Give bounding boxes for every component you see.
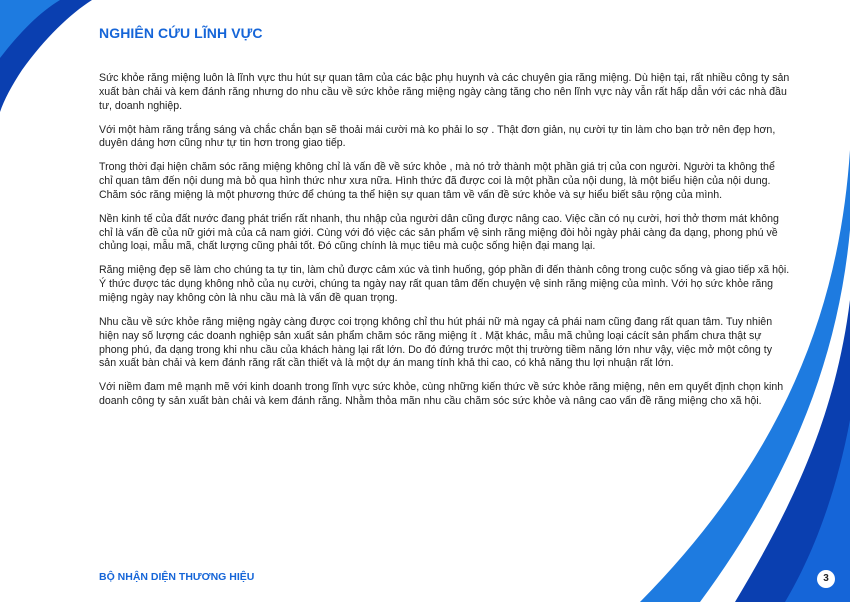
paragraph: Với một hàm răng trắng sáng và chắc chắn bạn sẽ thoải mái cười mà ko phải lo sợ . Thật đơn giản, nụ cười tự tin làm cho bạn trở nên đẹp hơn, duyên dáng hơn cũng như tự tin hơn trong giao tiếp. xyxy=(99,123,776,150)
paragraph: Răng miệng đẹp sẽ làm cho chúng ta tự tin, làm chủ được cảm xúc và tình huống, góp phần đi đến thành công trong cuộc sống và giao tiếp xã hội. Ý thức được tác dụng không nhỏ của nụ cười, chúng ta ngày nay rất quan tâm đến chuyện vệ sinh răng miệng của mình. Với họ sức khỏe răng miệng ngày nay không còn là nhu cầu mà là vấn đề quan trọng. xyxy=(99,264,790,304)
paragraph: Nền kinh tế của đất nước đang phát triển rất nhanh, thu nhập của người dân cũng được nâng cao. Việc cần có nụ cười, hơi thở thơm mát không chỉ là vấn đề của nữ giới mà của cả nam giới. Cùng với đó việc các sản phẩm vệ sinh răng miệng đòi hỏi ngày phải càng đa dạng, phong phú về chủng loại, mẫu mã, chất lượng cũng phải tốt. Đó cũng chính là mục tiêu mà cuộc sống hiện đại mang lại. xyxy=(99,212,779,253)
paragraph: Nhu cầu về sức khỏe răng miệng ngày càng được coi trọng không chỉ thu hút phái nữ mà ngay cả phái nam cũng đang rất quan tâm. Tuy nhiên hiện nay số lượng các doanh nghiệp sản xuất sản phẩm chăm sóc răng miệng ít . Mặt khác, mẫu mã chủng loại cácít sản phẩm chưa thật sự phong phú, đa dạng trong khi nhu cầu của khách hàng lại rất lớn. Do đó đứng trước một thị trường tiềm năng lớn như vậy, việc mở một công ty sản xuất bàn chải và kem đánh răng rất cần thiết và là một dự án mang tính khả thi cao, có khả năng thu lợi nhuận rất lớn. xyxy=(99,315,773,370)
paragraph: Sức khỏe răng miệng luôn là lĩnh vực thu hút sự quan tâm của các bậc phụ huynh và các chuyên gia răng miệng. Dù hiện tại, rất nhiều công ty sản xuất bàn chải và kem đánh răng nhưng do nhu cầu về sức khỏe răng miệng ngày càng tăng cho nên lĩnh vực này vẫn rất hấp dẫn với các nhà đầu tư, doanh nghiệp. xyxy=(99,72,790,112)
body-text xyxy=(99,72,791,419)
page-number-badge: 3 xyxy=(817,570,835,588)
footer-brand-label: BỘ NHẬN DIỆN THƯƠNG HIỆU xyxy=(99,571,255,583)
paragraph: Với niềm đam mê mạnh mẽ với kinh doanh trong lĩnh vực sức khỏe, cùng những kiến thức về sức khỏe răng miệng, nên em quyết định chọn kinh doanh công ty sản xuất bàn chải và kem đánh răng. Nhằm thỏa mãn nhu cầu chăm sóc sức khỏe và nâng cao vấn đề răng miệng cho xã hội. xyxy=(99,381,784,408)
paragraph: Trong thời đại hiện chăm sóc răng miệng không chỉ là vấn đề về sức khỏe , mà nó trở thành một phần giá trị của con người. Người ta không thể chỉ quan tâm đến nội dung mà bỏ qua hình thức như xưa nữa. Hình thức đã được coi là một phần của nội dung, là một biểu hiện của nội dung. Chăm sóc răng miệng là một phương thức để chúng ta thể hiện sự quan tâm về vấn đề sức khỏe và sự hiểu biết sâu rộng của mình. xyxy=(99,161,775,201)
page-title: NGHIÊN CỨU LĨNH VỰC xyxy=(99,25,263,41)
